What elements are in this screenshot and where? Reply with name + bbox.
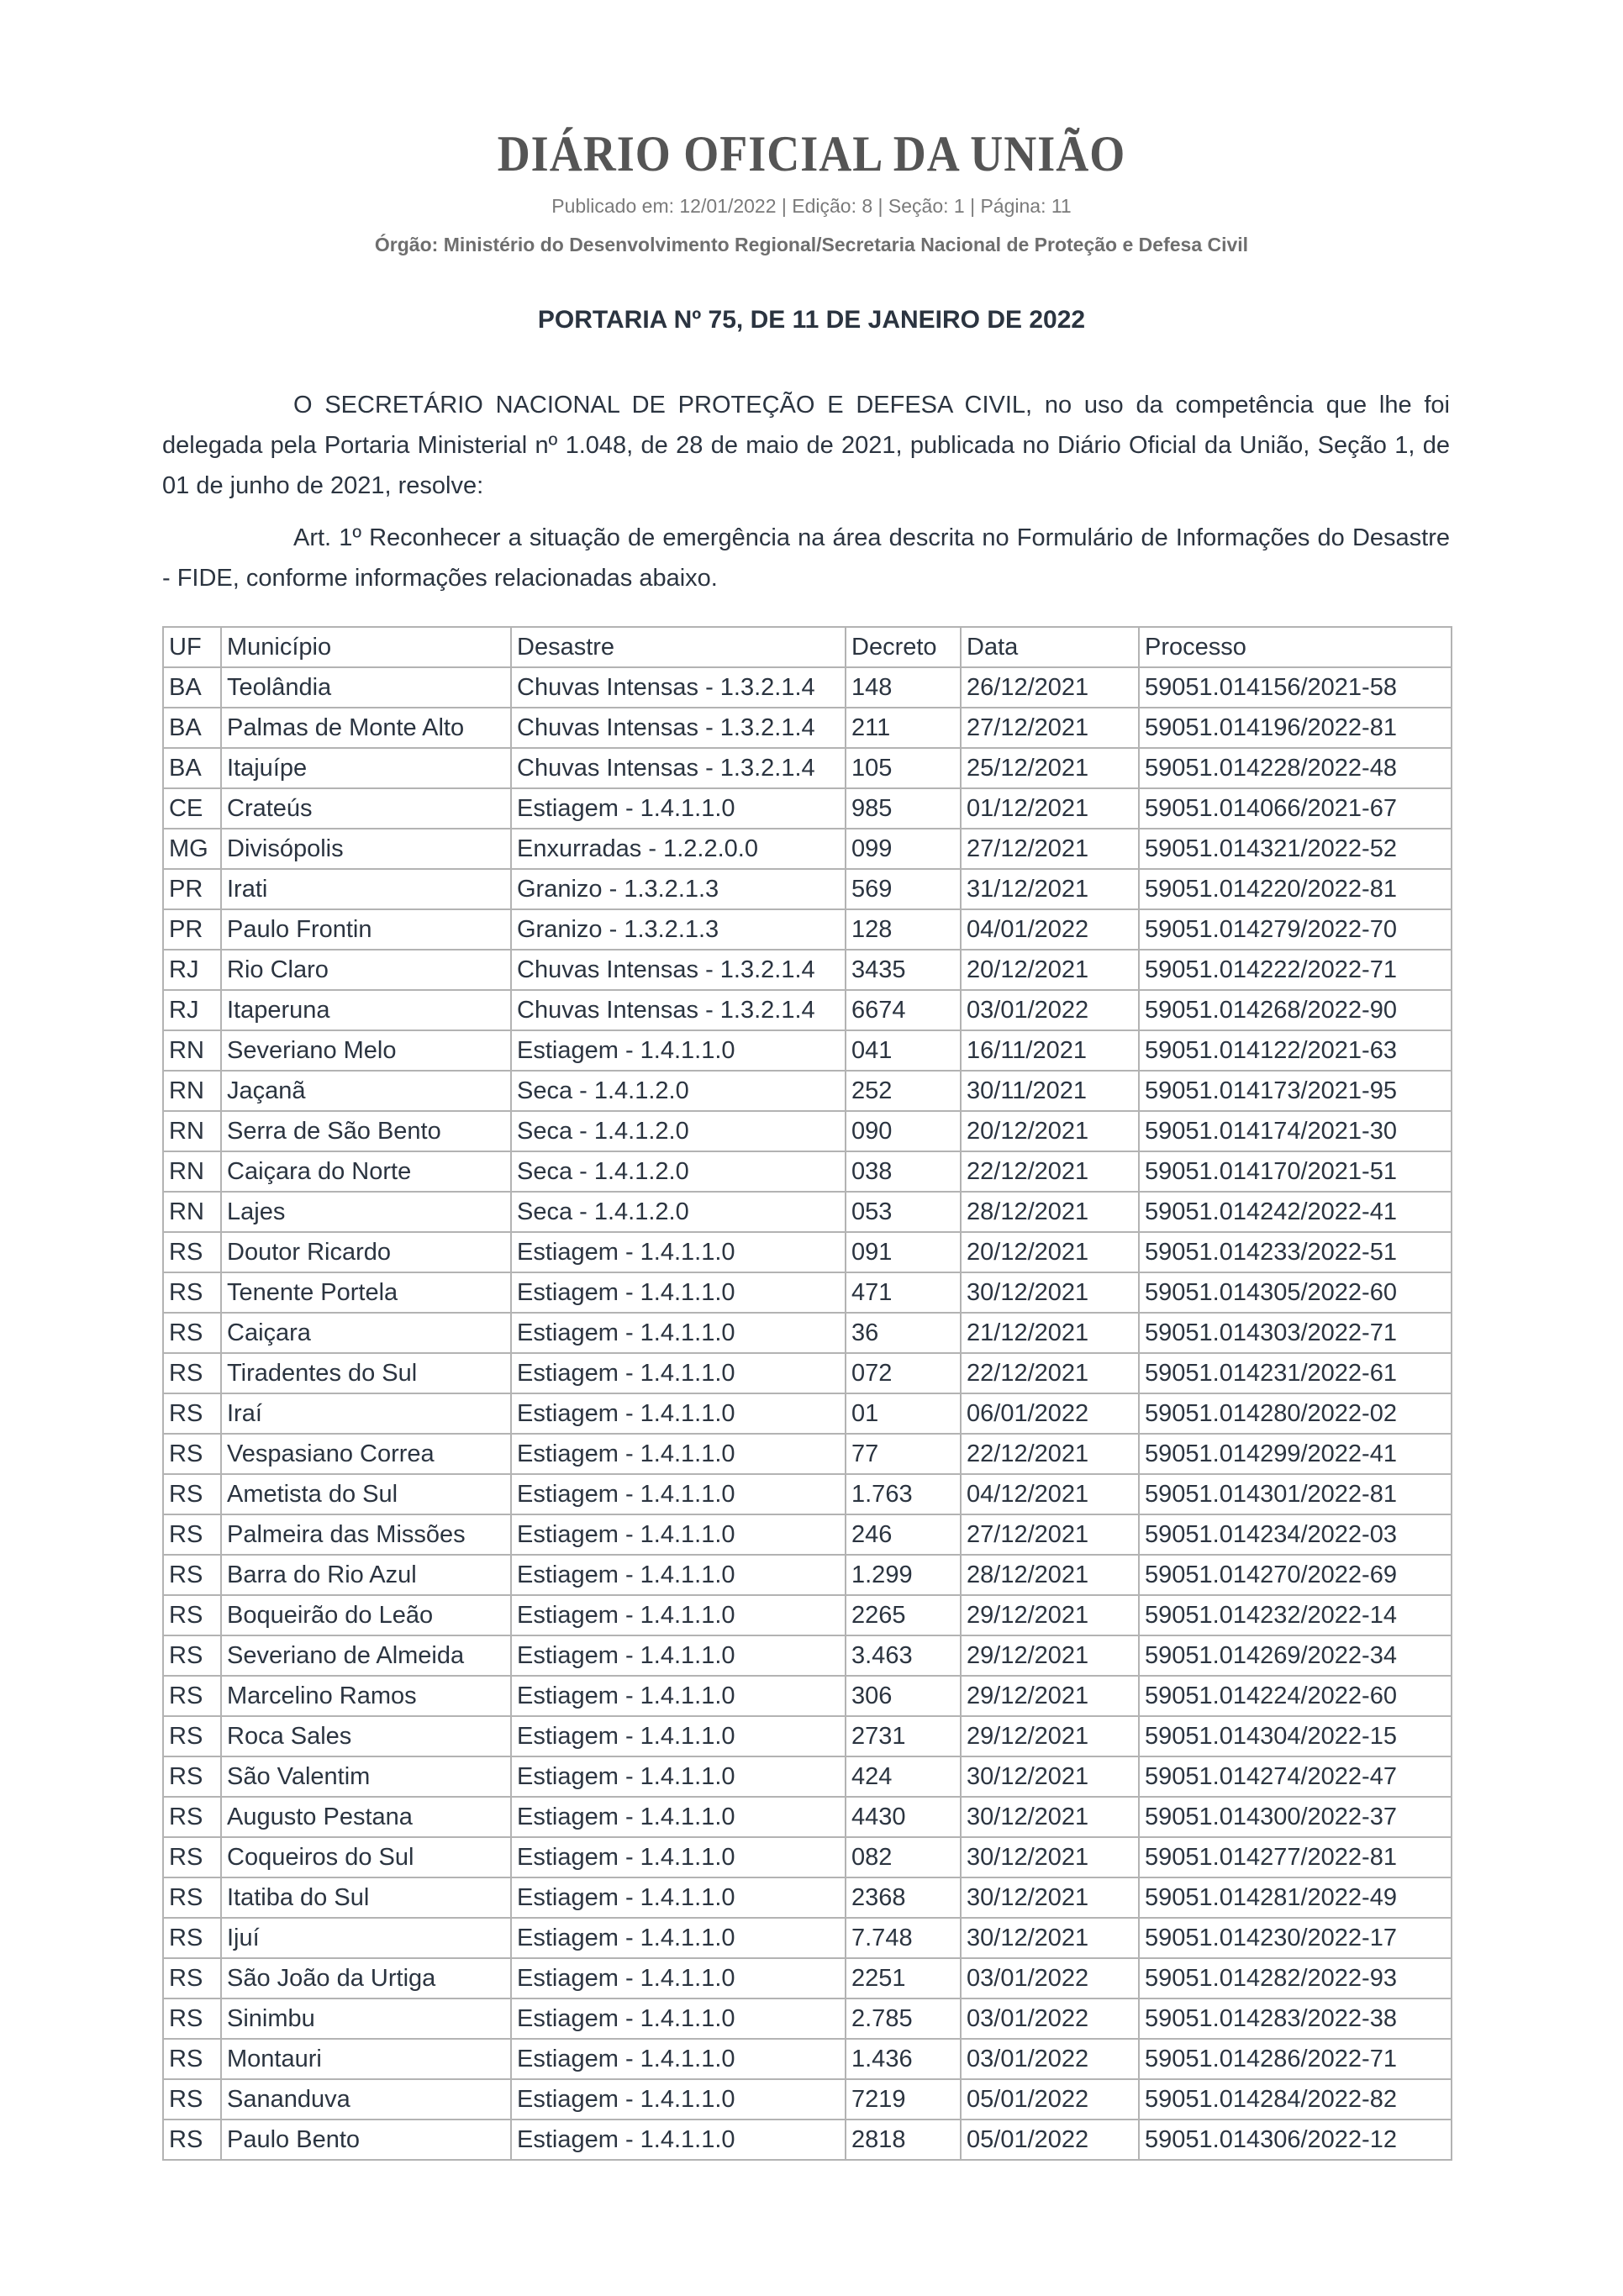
cell-decreto: 099 — [846, 829, 961, 869]
cell-municipio: Iraí — [221, 1393, 511, 1434]
cell-desastre: Granizo - 1.3.2.1.3 — [511, 909, 846, 950]
cell-uf: RS — [163, 1353, 221, 1393]
cell-data: 28/12/2021 — [961, 1555, 1139, 1595]
cell-desastre: Estiagem - 1.4.1.1.0 — [511, 1877, 846, 1918]
cell-processo: 59051.014286/2022-71 — [1139, 2039, 1452, 2079]
cell-decreto: 1.763 — [846, 1474, 961, 1514]
cell-municipio: Itajuípe — [221, 748, 511, 788]
cell-desastre: Estiagem - 1.4.1.1.0 — [511, 1635, 846, 1676]
cell-desastre: Estiagem - 1.4.1.1.0 — [511, 788, 846, 829]
cell-municipio: Divisópolis — [221, 829, 511, 869]
cell-processo: 59051.014222/2022-71 — [1139, 950, 1452, 990]
table-row — [163, 1514, 1452, 1555]
cell-desastre: Estiagem - 1.4.1.1.0 — [511, 1555, 846, 1595]
cell-data: 22/12/2021 — [961, 1353, 1139, 1393]
cell-data: 22/12/2021 — [961, 1151, 1139, 1192]
cell-decreto: 252 — [846, 1071, 961, 1111]
cell-processo: 59051.014156/2021-58 — [1139, 667, 1452, 708]
cell-uf: RS — [163, 1514, 221, 1555]
table-row — [163, 1958, 1452, 1998]
cell-processo: 59051.014232/2022-14 — [1139, 1595, 1452, 1635]
cell-uf: RS — [163, 1918, 221, 1958]
cell-desastre: Estiagem - 1.4.1.1.0 — [511, 2039, 846, 2079]
emergency-table — [162, 626, 1452, 2161]
cell-processo: 59051.014280/2022-02 — [1139, 1393, 1452, 1434]
cell-processo: 59051.014224/2022-60 — [1139, 1676, 1452, 1716]
cell-decreto: 306 — [846, 1676, 961, 1716]
cell-processo: 59051.014306/2022-12 — [1139, 2120, 1452, 2160]
table-row — [163, 788, 1452, 829]
table-row — [163, 1111, 1452, 1151]
cell-municipio: Tiradentes do Sul — [221, 1353, 511, 1393]
table-row — [163, 2079, 1452, 2120]
cell-decreto: 041 — [846, 1030, 961, 1071]
cell-municipio: Palmeira das Missões — [221, 1514, 511, 1555]
cell-uf: RS — [163, 2079, 221, 2120]
cell-uf: MG — [163, 829, 221, 869]
cell-uf: RN — [163, 1111, 221, 1151]
cell-municipio: Tenente Portela — [221, 1272, 511, 1313]
cell-uf: RJ — [163, 950, 221, 990]
cell-data: 03/01/2022 — [961, 2039, 1139, 2079]
cell-processo: 59051.014321/2022-52 — [1139, 829, 1452, 869]
cell-desastre: Estiagem - 1.4.1.1.0 — [511, 1756, 846, 1797]
cell-decreto: 36 — [846, 1313, 961, 1353]
cell-data: 05/01/2022 — [961, 2079, 1139, 2120]
cell-processo: 59051.014279/2022-70 — [1139, 909, 1452, 950]
cell-desastre: Estiagem - 1.4.1.1.0 — [511, 1998, 846, 2039]
table-row — [163, 1393, 1452, 1434]
cell-municipio: Crateús — [221, 788, 511, 829]
cell-processo: 59051.014122/2021-63 — [1139, 1030, 1452, 1071]
table-row — [163, 1918, 1452, 1958]
cell-uf: RS — [163, 1756, 221, 1797]
cell-desastre: Estiagem - 1.4.1.1.0 — [511, 1918, 846, 1958]
cell-decreto: 072 — [846, 1353, 961, 1393]
table-row — [163, 1151, 1452, 1192]
cell-data: 22/12/2021 — [961, 1434, 1139, 1474]
header-decreto: Decreto — [846, 627, 961, 667]
cell-uf: RS — [163, 1958, 221, 1998]
cell-desastre: Granizo - 1.3.2.1.3 — [511, 869, 846, 909]
cell-desastre: Estiagem - 1.4.1.1.0 — [511, 1595, 846, 1635]
cell-data: 20/12/2021 — [961, 950, 1139, 990]
cell-municipio: São Valentim — [221, 1756, 511, 1797]
cell-municipio: Sananduva — [221, 2079, 511, 2120]
cell-desastre: Estiagem - 1.4.1.1.0 — [511, 1434, 846, 1474]
cell-uf: RS — [163, 1434, 221, 1474]
cell-desastre: Enxurradas - 1.2.2.0.0 — [511, 829, 846, 869]
cell-decreto: 2731 — [846, 1716, 961, 1756]
table-header-row — [163, 627, 1452, 667]
cell-processo: 59051.014173/2021-95 — [1139, 1071, 1452, 1111]
cell-desastre: Seca - 1.4.1.2.0 — [511, 1071, 846, 1111]
cell-desastre: Estiagem - 1.4.1.1.0 — [511, 1474, 846, 1514]
cell-processo: 59051.014268/2022-90 — [1139, 990, 1452, 1030]
cell-municipio: Vespasiano Correa — [221, 1434, 511, 1474]
cell-data: 29/12/2021 — [961, 1676, 1139, 1716]
cell-processo: 59051.014230/2022-17 — [1139, 1918, 1452, 1958]
cell-municipio: Doutor Ricardo — [221, 1232, 511, 1272]
cell-processo: 59051.014300/2022-37 — [1139, 1797, 1452, 1837]
table-row — [163, 1192, 1452, 1232]
cell-municipio: Montauri — [221, 2039, 511, 2079]
table-row — [163, 829, 1452, 869]
cell-desastre: Estiagem - 1.4.1.1.0 — [511, 1716, 846, 1756]
cell-municipio: Roca Sales — [221, 1716, 511, 1756]
cell-data: 26/12/2021 — [961, 667, 1139, 708]
cell-processo: 59051.014299/2022-41 — [1139, 1434, 1452, 1474]
cell-uf: RS — [163, 1555, 221, 1595]
cell-desastre: Estiagem - 1.4.1.1.0 — [511, 1676, 846, 1716]
cell-desastre: Seca - 1.4.1.2.0 — [511, 1111, 846, 1151]
table-row — [163, 1877, 1452, 1918]
cell-decreto: 3.463 — [846, 1635, 961, 1676]
cell-decreto: 091 — [846, 1232, 961, 1272]
cell-uf: RN — [163, 1071, 221, 1111]
cell-municipio: Teolândia — [221, 667, 511, 708]
cell-data: 03/01/2022 — [961, 1998, 1139, 2039]
cell-municipio: Rio Claro — [221, 950, 511, 990]
cell-municipio: Sinimbu — [221, 1998, 511, 2039]
cell-data: 27/12/2021 — [961, 1514, 1139, 1555]
cell-uf: RS — [163, 1595, 221, 1635]
cell-uf: RS — [163, 1998, 221, 2039]
cell-processo: 59051.014303/2022-71 — [1139, 1313, 1452, 1353]
cell-uf: RS — [163, 1837, 221, 1877]
cell-municipio: Itatiba do Sul — [221, 1877, 511, 1918]
masthead-title: DIÁRIO OFICIAL DA UNIÃO — [497, 125, 1126, 182]
cell-uf: RS — [163, 1635, 221, 1676]
cell-processo: 59051.014233/2022-51 — [1139, 1232, 1452, 1272]
cell-decreto: 3435 — [846, 950, 961, 990]
cell-municipio: Irati — [221, 869, 511, 909]
cell-municipio: Augusto Pestana — [221, 1797, 511, 1837]
cell-municipio: Caiçara — [221, 1313, 511, 1353]
cell-data: 30/12/2021 — [961, 1877, 1139, 1918]
cell-decreto: 105 — [846, 748, 961, 788]
cell-municipio: Paulo Bento — [221, 2120, 511, 2160]
preamble-paragraph: O SECRETÁRIO NACIONAL DE PROTEÇÃO E DEFESA CIVIL, no uso da competência que lhe foi delegada pela Portaria Ministerial nº 1.048, de 28 de maio de 2021, publicada no Diário Oficial da União, Seção 1, de 01 de junho de 2021, resolve: — [162, 392, 1450, 499]
cell-processo: 59051.014304/2022-15 — [1139, 1716, 1452, 1756]
cell-processo: 59051.014282/2022-93 — [1139, 1958, 1452, 1998]
cell-uf: RN — [163, 1192, 221, 1232]
table-row — [163, 1676, 1452, 1716]
cell-uf: RS — [163, 1877, 221, 1918]
cell-uf: RS — [163, 1716, 221, 1756]
cell-desastre: Chuvas Intensas - 1.3.2.1.4 — [511, 667, 846, 708]
cell-decreto: 4430 — [846, 1797, 961, 1837]
cell-decreto: 7219 — [846, 2079, 961, 2120]
table-row — [163, 667, 1452, 708]
cell-data: 30/12/2021 — [961, 1837, 1139, 1877]
cell-decreto: 424 — [846, 1756, 961, 1797]
cell-data: 05/01/2022 — [961, 2120, 1139, 2160]
cell-uf: RS — [163, 1313, 221, 1353]
cell-municipio: Palmas de Monte Alto — [221, 708, 511, 748]
table-row — [163, 2039, 1452, 2079]
table-row — [163, 1797, 1452, 1837]
cell-decreto: 2368 — [846, 1877, 961, 1918]
cell-data: 20/12/2021 — [961, 1111, 1139, 1151]
cell-processo: 59051.014228/2022-48 — [1139, 748, 1452, 788]
cell-processo: 59051.014231/2022-61 — [1139, 1353, 1452, 1393]
table-row — [163, 1595, 1452, 1635]
cell-data: 30/11/2021 — [961, 1071, 1139, 1111]
cell-decreto: 246 — [846, 1514, 961, 1555]
cell-decreto: 7.748 — [846, 1918, 961, 1958]
cell-data: 01/12/2021 — [961, 788, 1139, 829]
cell-data: 30/12/2021 — [961, 1918, 1139, 1958]
cell-processo: 59051.014281/2022-49 — [1139, 1877, 1452, 1918]
cell-processo: 59051.014234/2022-03 — [1139, 1514, 1452, 1555]
cell-desastre: Estiagem - 1.4.1.1.0 — [511, 1958, 846, 1998]
cell-data: 04/12/2021 — [961, 1474, 1139, 1514]
cell-data: 29/12/2021 — [961, 1595, 1139, 1635]
cell-data: 04/01/2022 — [961, 909, 1139, 950]
table-row — [163, 1555, 1452, 1595]
cell-data: 30/12/2021 — [961, 1797, 1139, 1837]
table-row — [163, 1232, 1452, 1272]
cell-data: 06/01/2022 — [961, 1393, 1139, 1434]
cell-decreto: 211 — [846, 708, 961, 748]
cell-data: 31/12/2021 — [961, 869, 1139, 909]
table-row — [163, 1635, 1452, 1676]
document-title: PORTARIA Nº 75, DE 11 DE JANEIRO DE 2022 — [537, 306, 1086, 334]
cell-decreto: 082 — [846, 1837, 961, 1877]
cell-desastre: Estiagem - 1.4.1.1.0 — [511, 1514, 846, 1555]
cell-desastre: Estiagem - 1.4.1.1.0 — [511, 1313, 846, 1353]
cell-uf: PR — [163, 869, 221, 909]
cell-uf: RS — [163, 1474, 221, 1514]
header-processo: Processo — [1139, 627, 1452, 667]
cell-data: 27/12/2021 — [961, 708, 1139, 748]
table-body — [163, 667, 1452, 2160]
cell-desastre: Estiagem - 1.4.1.1.0 — [511, 2120, 846, 2160]
cell-data: 20/12/2021 — [961, 1232, 1139, 1272]
header-desastre: Desastre — [511, 627, 846, 667]
cell-desastre: Estiagem - 1.4.1.1.0 — [511, 2079, 846, 2120]
cell-uf: BA — [163, 748, 221, 788]
cell-uf: RS — [163, 1272, 221, 1313]
cell-processo: 59051.014301/2022-81 — [1139, 1474, 1452, 1514]
cell-municipio: Ametista do Sul — [221, 1474, 511, 1514]
cell-municipio: Ijuí — [221, 1918, 511, 1958]
table-row — [163, 1716, 1452, 1756]
cell-processo: 59051.014242/2022-41 — [1139, 1192, 1452, 1232]
cell-municipio: Marcelino Ramos — [221, 1676, 511, 1716]
cell-data: 03/01/2022 — [961, 1958, 1139, 1998]
cell-uf: BA — [163, 708, 221, 748]
table-row — [163, 1313, 1452, 1353]
cell-municipio: Severiano Melo — [221, 1030, 511, 1071]
cell-processo: 59051.014277/2022-81 — [1139, 1837, 1452, 1877]
cell-municipio: Coqueiros do Sul — [221, 1837, 511, 1877]
cell-processo: 59051.014066/2021-67 — [1139, 788, 1452, 829]
publication-info: Publicado em: 12/01/2022 | Edição: 8 | Seção: 1 | Página: 11 — [551, 195, 1072, 217]
cell-decreto: 2251 — [846, 1958, 961, 1998]
cell-desastre: Estiagem - 1.4.1.1.0 — [511, 1232, 846, 1272]
cell-decreto: 985 — [846, 788, 961, 829]
cell-uf: RJ — [163, 990, 221, 1030]
cell-municipio: Barra do Rio Azul — [221, 1555, 511, 1595]
cell-decreto: 1.299 — [846, 1555, 961, 1595]
cell-uf: PR — [163, 909, 221, 950]
cell-processo: 59051.014283/2022-38 — [1139, 1998, 1452, 2039]
cell-processo: 59051.014274/2022-47 — [1139, 1756, 1452, 1797]
header-municipio: Município — [221, 627, 511, 667]
cell-municipio: São João da Urtiga — [221, 1958, 511, 1998]
cell-desastre: Estiagem - 1.4.1.1.0 — [511, 1797, 846, 1837]
cell-processo: 59051.014284/2022-82 — [1139, 2079, 1452, 2120]
cell-municipio: Itaperuna — [221, 990, 511, 1030]
cell-decreto: 2.785 — [846, 1998, 961, 2039]
cell-decreto: 2818 — [846, 2120, 961, 2160]
cell-uf: RN — [163, 1030, 221, 1071]
cell-uf: RS — [163, 1676, 221, 1716]
cell-uf: BA — [163, 667, 221, 708]
cell-uf: RS — [163, 2120, 221, 2160]
cell-decreto: 77 — [846, 1434, 961, 1474]
cell-data: 25/12/2021 — [961, 748, 1139, 788]
article-1-paragraph: Art. 1º Reconhecer a situação de emergência na área descrita no Formulário de Informações do Desastre - FIDE, conforme informações relacionadas abaixo. — [162, 524, 1450, 592]
cell-uf: RS — [163, 1797, 221, 1837]
table-row — [163, 748, 1452, 788]
cell-uf: CE — [163, 788, 221, 829]
cell-data: 30/12/2021 — [961, 1756, 1139, 1797]
cell-desastre: Chuvas Intensas - 1.3.2.1.4 — [511, 748, 846, 788]
orgao-info: Órgão: Ministério do Desenvolvimento Regional/Secretaria Nacional de Proteção e Defesa Civil — [374, 234, 1249, 255]
cell-data: 29/12/2021 — [961, 1635, 1139, 1676]
cell-desastre: Chuvas Intensas - 1.3.2.1.4 — [511, 950, 846, 990]
cell-decreto: 038 — [846, 1151, 961, 1192]
table-row — [163, 1030, 1452, 1071]
cell-data: 27/12/2021 — [961, 829, 1139, 869]
table-row — [163, 1756, 1452, 1797]
cell-municipio: Lajes — [221, 1192, 511, 1232]
table-row — [163, 990, 1452, 1030]
table-row — [163, 950, 1452, 990]
cell-data: 16/11/2021 — [961, 1030, 1139, 1071]
table-row — [163, 1474, 1452, 1514]
header-data: Data — [961, 627, 1139, 667]
cell-decreto: 1.436 — [846, 2039, 961, 2079]
cell-decreto: 2265 — [846, 1595, 961, 1635]
cell-decreto: 569 — [846, 869, 961, 909]
table-row — [163, 1272, 1452, 1313]
cell-desastre: Estiagem - 1.4.1.1.0 — [511, 1272, 846, 1313]
cell-desastre: Chuvas Intensas - 1.3.2.1.4 — [511, 708, 846, 748]
cell-processo: 59051.014220/2022-81 — [1139, 869, 1452, 909]
header-uf: UF — [163, 627, 221, 667]
cell-municipio: Boqueirão do Leão — [221, 1595, 511, 1635]
cell-data: 03/01/2022 — [961, 990, 1139, 1030]
cell-municipio: Serra de São Bento — [221, 1111, 511, 1151]
cell-desastre: Estiagem - 1.4.1.1.0 — [511, 1030, 846, 1071]
cell-municipio: Paulo Frontin — [221, 909, 511, 950]
cell-processo: 59051.014170/2021-51 — [1139, 1151, 1452, 1192]
table-row — [163, 869, 1452, 909]
cell-municipio: Jaçanã — [221, 1071, 511, 1111]
cell-desastre: Chuvas Intensas - 1.3.2.1.4 — [511, 990, 846, 1030]
cell-desastre: Estiagem - 1.4.1.1.0 — [511, 1393, 846, 1434]
table-row — [163, 1998, 1452, 2039]
cell-uf: RS — [163, 1232, 221, 1272]
table-row — [163, 1071, 1452, 1111]
cell-data: 30/12/2021 — [961, 1272, 1139, 1313]
cell-desastre: Estiagem - 1.4.1.1.0 — [511, 1837, 846, 1877]
cell-decreto: 090 — [846, 1111, 961, 1151]
cell-decreto: 01 — [846, 1393, 961, 1434]
cell-processo: 59051.014174/2021-30 — [1139, 1111, 1452, 1151]
cell-processo: 59051.014305/2022-60 — [1139, 1272, 1452, 1313]
cell-decreto: 128 — [846, 909, 961, 950]
cell-processo: 59051.014270/2022-69 — [1139, 1555, 1452, 1595]
cell-decreto: 053 — [846, 1192, 961, 1232]
cell-municipio: Caiçara do Norte — [221, 1151, 511, 1192]
cell-data: 28/12/2021 — [961, 1192, 1139, 1232]
cell-municipio: Severiano de Almeida — [221, 1635, 511, 1676]
cell-desastre: Estiagem - 1.4.1.1.0 — [511, 1353, 846, 1393]
cell-decreto: 6674 — [846, 990, 961, 1030]
table-row — [163, 909, 1452, 950]
cell-data: 29/12/2021 — [961, 1716, 1139, 1756]
cell-decreto: 471 — [846, 1272, 961, 1313]
cell-uf: RN — [163, 1151, 221, 1192]
cell-uf: RS — [163, 2039, 221, 2079]
cell-processo: 59051.014269/2022-34 — [1139, 1635, 1452, 1676]
table-row — [163, 708, 1452, 748]
cell-decreto: 148 — [846, 667, 961, 708]
cell-desastre: Seca - 1.4.1.2.0 — [511, 1151, 846, 1192]
cell-data: 21/12/2021 — [961, 1313, 1139, 1353]
table-row — [163, 2120, 1452, 2160]
table-row — [163, 1434, 1452, 1474]
table-row — [163, 1353, 1452, 1393]
cell-desastre: Seca - 1.4.1.2.0 — [511, 1192, 846, 1232]
cell-processo: 59051.014196/2022-81 — [1139, 708, 1452, 748]
cell-uf: RS — [163, 1393, 221, 1434]
table-row — [163, 1837, 1452, 1877]
